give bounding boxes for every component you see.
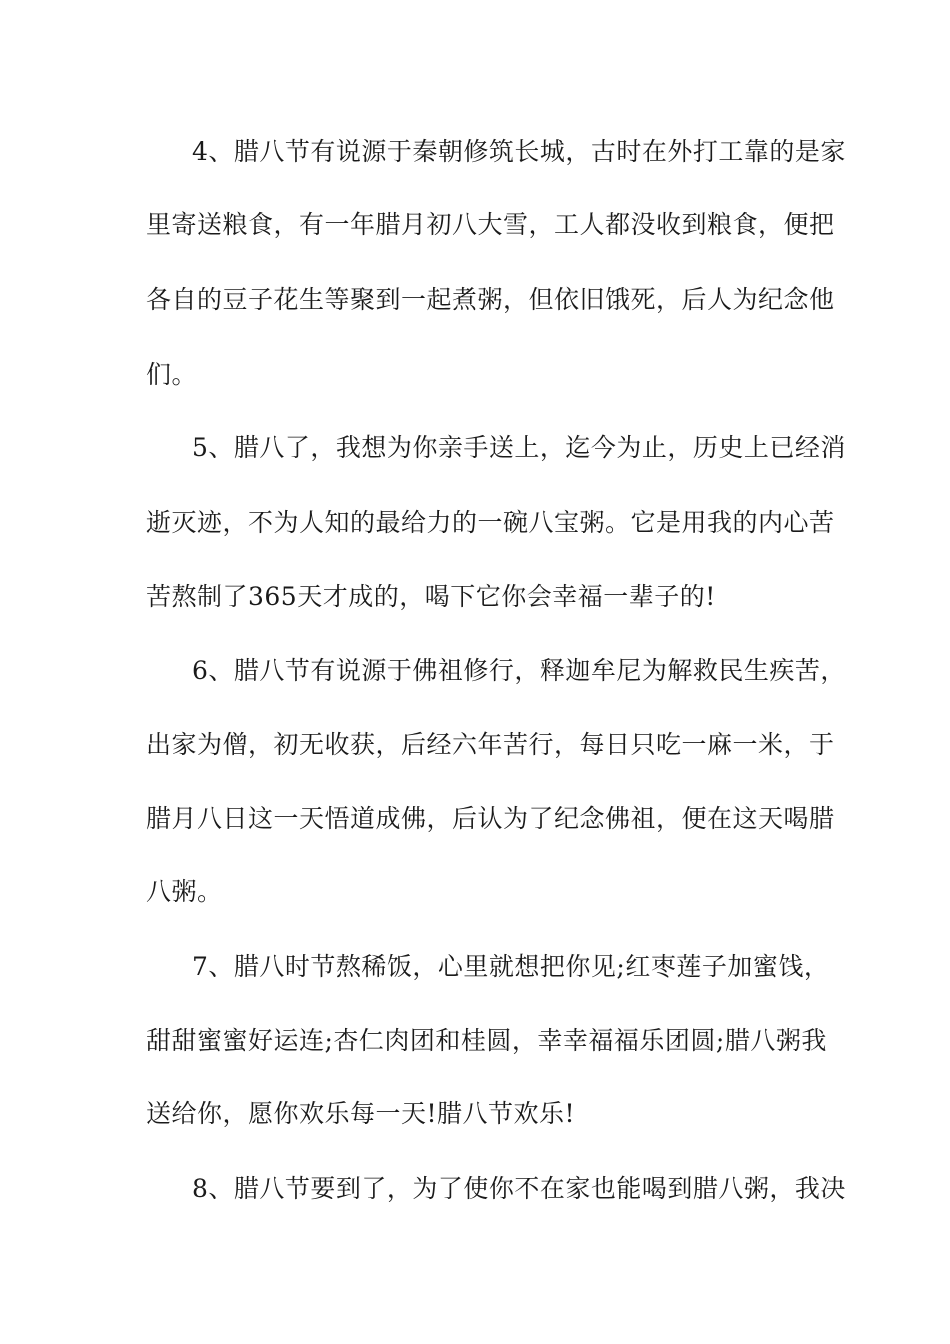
paragraph-7-line-1: 7、腊八时节熬稀饭，心里就想把你见;红枣莲子加蜜饯， <box>192 952 830 981</box>
paragraph-4-line-2: 里寄送粮食，有一年腊月初八大雪，工人都没收到粮食，便把 <box>146 210 835 239</box>
paragraph-6-line-1: 6、腊八节有说源于佛祖修行，释迦牟尼为解救民生疾苦， <box>192 656 846 685</box>
paragraph-6-line-3: 腊月八日这一天悟道成佛，后认为了纪念佛祖，便在这天喝腊 <box>146 804 835 833</box>
paragraph-4-line-3: 各自的豆子花生等聚到一起煮粥，但依旧饿死，后人为纪念他 <box>146 285 835 314</box>
paragraph-7-line-3: 送给你，愿你欢乐每一天!腊八节欢乐! <box>146 1099 576 1128</box>
paragraph-5-line-2: 逝灭迹，不为人知的最给力的一碗八宝粥。它是用我的内心苦 <box>146 508 835 537</box>
paragraph-5-line-1: 5、腊八了，我想为你亲手送上，迄今为止，历史上已经消 <box>192 433 846 462</box>
paragraph-4-line-1: 4、腊八节有说源于秦朝修筑长城，古时在外打工靠的是家 <box>192 137 846 166</box>
paragraph-8-line-1: 8、腊八节要到了，为了使你不在家也能喝到腊八粥，我决 <box>192 1174 846 1203</box>
paragraph-6-line-2: 出家为僧，初无收获，后经六年苦行，每日只吃一麻一米，于 <box>146 730 835 759</box>
paragraph-4-line-4: 们。 <box>146 360 198 389</box>
paragraph-6-line-4: 八粥。 <box>146 877 223 906</box>
paragraph-7-line-2: 甜甜蜜蜜好运连;杏仁肉团和桂圆，幸幸福福乐团圆;腊八粥我 <box>146 1026 827 1055</box>
paragraph-5-line-3: 苦熬制了365天才成的，喝下它你会幸福一辈子的! <box>146 582 716 611</box>
